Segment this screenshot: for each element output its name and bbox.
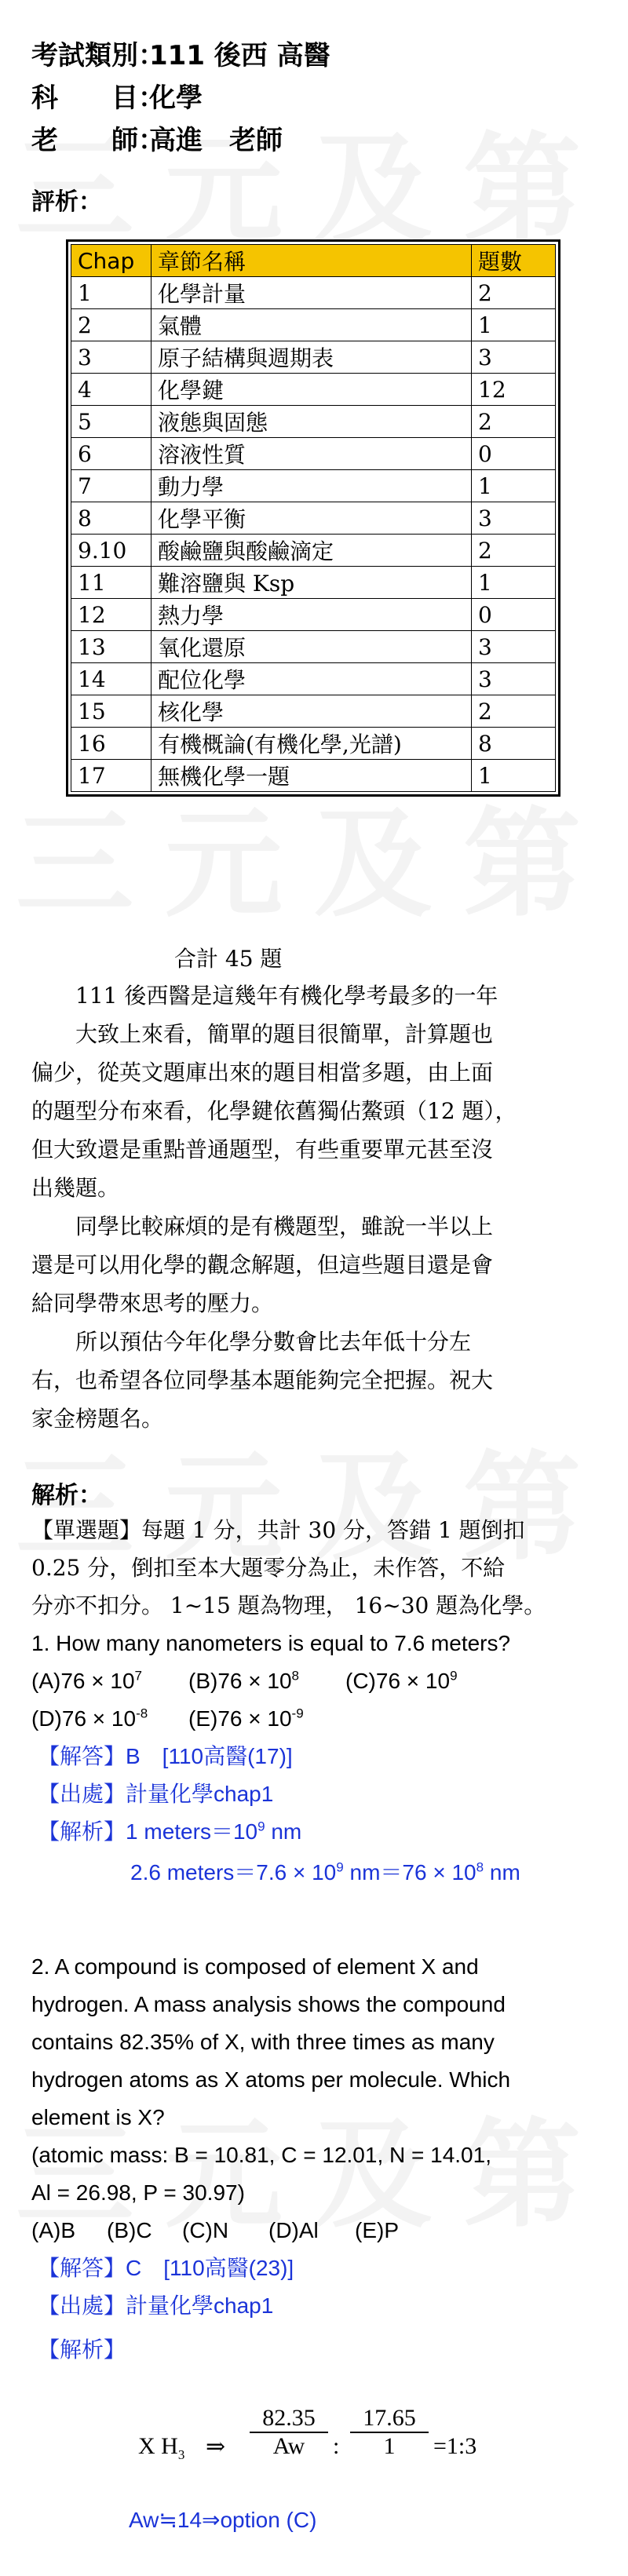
table-row [71, 502, 556, 535]
header-row-teacher [31, 119, 330, 162]
table-row [71, 406, 556, 438]
header-value: 化學 [149, 82, 203, 114]
header-row-subject [31, 77, 330, 119]
table-row [71, 567, 556, 599]
cell-chap: 9.10 [71, 535, 152, 567]
commentary-line: 還是可以用化學的觀念解題，但這些題目還是會 [31, 1252, 494, 1278]
cell-chap: 12 [71, 599, 152, 631]
answer-line: 【解答】C [110高醫(23)] [38, 2256, 294, 2280]
cell-name: 有機概論(有機化學,光譜) [152, 728, 472, 760]
cell-name: 液態與固態 [152, 406, 472, 438]
instruction-line: 0.25 分，倒扣至本大題零分為止，未作答，不給 [31, 1555, 506, 1581]
cell-chap: 7 [71, 470, 152, 502]
col-header-chap: Chap [71, 245, 152, 277]
table-row [71, 760, 556, 792]
question-1-block [31, 1512, 597, 1892]
commentary-line: 偏少，從英文題庫出來的題目相當多題，由上面 [31, 1060, 494, 1085]
cell-chap: 13 [71, 631, 152, 663]
fraction-h: $\frac{17.65}{1}$ [350, 2405, 429, 2460]
cell-name: 化學計量 [152, 277, 472, 309]
analysis-tag: 【解析】 [38, 2337, 126, 2362]
table-row [71, 470, 556, 502]
col-header-chapter-name: 章節名稱 [152, 245, 472, 277]
cell-name: 化學鍵 [152, 374, 472, 406]
table-row [71, 663, 556, 695]
cell-name: 酸鹼鹽與酸鹼滴定 [152, 535, 472, 567]
options-row [31, 1700, 597, 1738]
cell-count: 3 [472, 502, 556, 535]
commentary-line: 111 後西醫是這幾年有機化學考最多的一年 [75, 983, 498, 1009]
cell-name: 核化學 [152, 695, 472, 728]
table-row [71, 374, 556, 406]
commentary-line: 但大致還是重點普通題型，有些重要單元甚至沒 [31, 1137, 494, 1162]
cell-chap: 5 [71, 406, 152, 438]
table-row [71, 535, 556, 567]
solution-heading: 解析： [31, 1482, 102, 1509]
cell-count: 3 [472, 663, 556, 695]
header-value: 高進 老師 [149, 125, 283, 156]
question-text: (atomic mass: B = 10.81, C = 12.01, N = 14.01, [31, 2143, 491, 2167]
cell-name: 難溶鹽與 Ksp [152, 567, 472, 599]
question-text: Al = 26.98, P = 30.97) [31, 2180, 245, 2205]
option: (D)Al [268, 2218, 319, 2242]
col-header-count: 題數 [472, 245, 556, 277]
table-row [71, 341, 556, 374]
cell-chap: 2 [71, 309, 152, 341]
ratio-colon: : [333, 2433, 340, 2459]
question-text: hydrogen atoms as X atoms per molecule. Which [31, 2067, 511, 2092]
cell-chap: 11 [71, 567, 152, 599]
cell-count: 3 [472, 631, 556, 663]
cell-count: 3 [472, 341, 556, 374]
cell-count: 1 [472, 760, 556, 792]
header-key: 考試類別： [31, 40, 165, 71]
cell-count: 1 [472, 309, 556, 341]
option: (E)P [355, 2218, 399, 2242]
cell-name: 動力學 [152, 470, 472, 502]
cell-chap: 3 [71, 341, 152, 374]
question-text: element is X? [31, 2105, 165, 2129]
option: (C)N [182, 2218, 229, 2242]
question-text: 2. A compound is composed of element X and [31, 1954, 479, 1979]
formula-xh3: X $H_3$ [138, 2433, 185, 2462]
cell-chap: 4 [71, 374, 152, 406]
commentary-line: 家金榜題名。 [31, 1406, 164, 1432]
ratio-result: =1:3 [433, 2433, 477, 2459]
cell-name: 原子結構與週期表 [152, 341, 472, 374]
cell-name: 化學平衡 [152, 502, 472, 535]
option: $(D)76 \times 10^{-8}$ [31, 1706, 148, 1731]
cell-count: 0 [472, 599, 556, 631]
analysis-line: 【解析】1 $meters=10^9$ nm [38, 1819, 302, 1844]
option: $(E)76 \times 10^{-9}$ [188, 1706, 304, 1731]
table-row [71, 309, 556, 341]
option: (B)C [107, 2218, 152, 2242]
instruction-line: 分亦不扣分。 1~15 題為物理， 16~30 題為化學。 [31, 1593, 546, 1618]
option: (A)B [31, 2218, 75, 2242]
conclusion-line: Aw≒14⇒option (C) [129, 2508, 317, 2532]
cell-count: 1 [472, 470, 556, 502]
cell-name: 氧化還原 [152, 631, 472, 663]
cell-chap: 15 [71, 695, 152, 728]
cell-chap: 8 [71, 502, 152, 535]
options-row [31, 1662, 597, 1700]
cell-count: 2 [472, 535, 556, 567]
analysis-heading: 評析： [31, 188, 102, 216]
commentary-line: 出幾題。 [31, 1175, 120, 1201]
table-row [71, 728, 556, 760]
chapter-table-frame [66, 239, 560, 797]
commentary-line: 大致上來看，簡單的題目很簡單，計算題也 [75, 1021, 494, 1047]
exam-header [31, 35, 330, 162]
question-text: contains 82.35% of X, with three times as many [31, 2030, 495, 2054]
implies-arrow: ⇒ [206, 2434, 226, 2460]
options-row [31, 2212, 597, 2249]
question-2-block [31, 1948, 597, 2369]
table-total: 合計 45 題 [174, 946, 283, 972]
option: $(C)76 \times 10^9$ [345, 1668, 458, 1693]
cell-count: 12 [472, 374, 556, 406]
table-row [71, 277, 556, 309]
fraction-x: $\frac{82.35}{Aw}$ [250, 2405, 328, 2460]
cell-chap: 6 [71, 438, 152, 470]
cell-count: 1 [472, 567, 556, 599]
cell-count: 2 [472, 277, 556, 309]
commentary-line: 右，也希望各位同學基本題能夠完全把握。祝大 [31, 1367, 494, 1393]
header-row-category [31, 35, 330, 77]
commentary [31, 976, 597, 1438]
cell-name: 溶液性質 [152, 438, 472, 470]
cell-name: 配位化學 [152, 663, 472, 695]
commentary-line: 的題型分布來看，化學鍵依舊獨佔鰲頭（12 題）， [31, 1098, 517, 1124]
instruction-line: 【單選題】每題 1 分，共計 30 分，答錯 1 題倒扣 [31, 1517, 525, 1543]
header-key: 老 師： [31, 125, 165, 156]
header-key: 科 目： [31, 82, 165, 114]
table-header-row [71, 245, 556, 277]
cell-count: 2 [472, 406, 556, 438]
analysis-calculation: 2.6 meters＝7.6 × $10^9$ $nm=76 \times 10^8$ nm [130, 1859, 520, 1885]
commentary-line: 給同學帶來思考的壓力。 [31, 1290, 274, 1316]
cell-chap: 1 [71, 277, 152, 309]
header-value: 111 後西 高醫 [149, 40, 330, 71]
option: $(A)76 \times 10^7$ [31, 1668, 142, 1693]
question-text: hydrogen. A mass analysis shows the compound [31, 1992, 506, 2016]
cell-count: 8 [472, 728, 556, 760]
cell-count: 2 [472, 695, 556, 728]
cell-chap: 16 [71, 728, 152, 760]
question-text: 1. How many nanometers is equal to 7.6 meters? [31, 1631, 511, 1655]
cell-chap: 17 [71, 760, 152, 792]
commentary-line: 同學比較麻煩的是有機題型，雖說一半以上 [75, 1213, 494, 1239]
chapter-table [71, 244, 556, 792]
source-line: 【出處】計量化學chap1 [38, 2293, 274, 2318]
table-row [71, 599, 556, 631]
table-row [71, 631, 556, 663]
answer-line: 【解答】B [110高醫(17)] [38, 1744, 293, 1768]
cell-name: 無機化學一題 [152, 760, 472, 792]
commentary-line: 所以預估今年化學分數會比去年低十分左 [75, 1329, 472, 1355]
cell-count: 0 [472, 438, 556, 470]
cell-name: 熱力學 [152, 599, 472, 631]
option: $(B)76 \times 10^8$ [188, 1668, 299, 1693]
cell-name: 氣體 [152, 309, 472, 341]
table-row [71, 695, 556, 728]
source-line: 【出處】計量化學chap1 [38, 1782, 274, 1806]
table-row [71, 438, 556, 470]
cell-chap: 14 [71, 663, 152, 695]
